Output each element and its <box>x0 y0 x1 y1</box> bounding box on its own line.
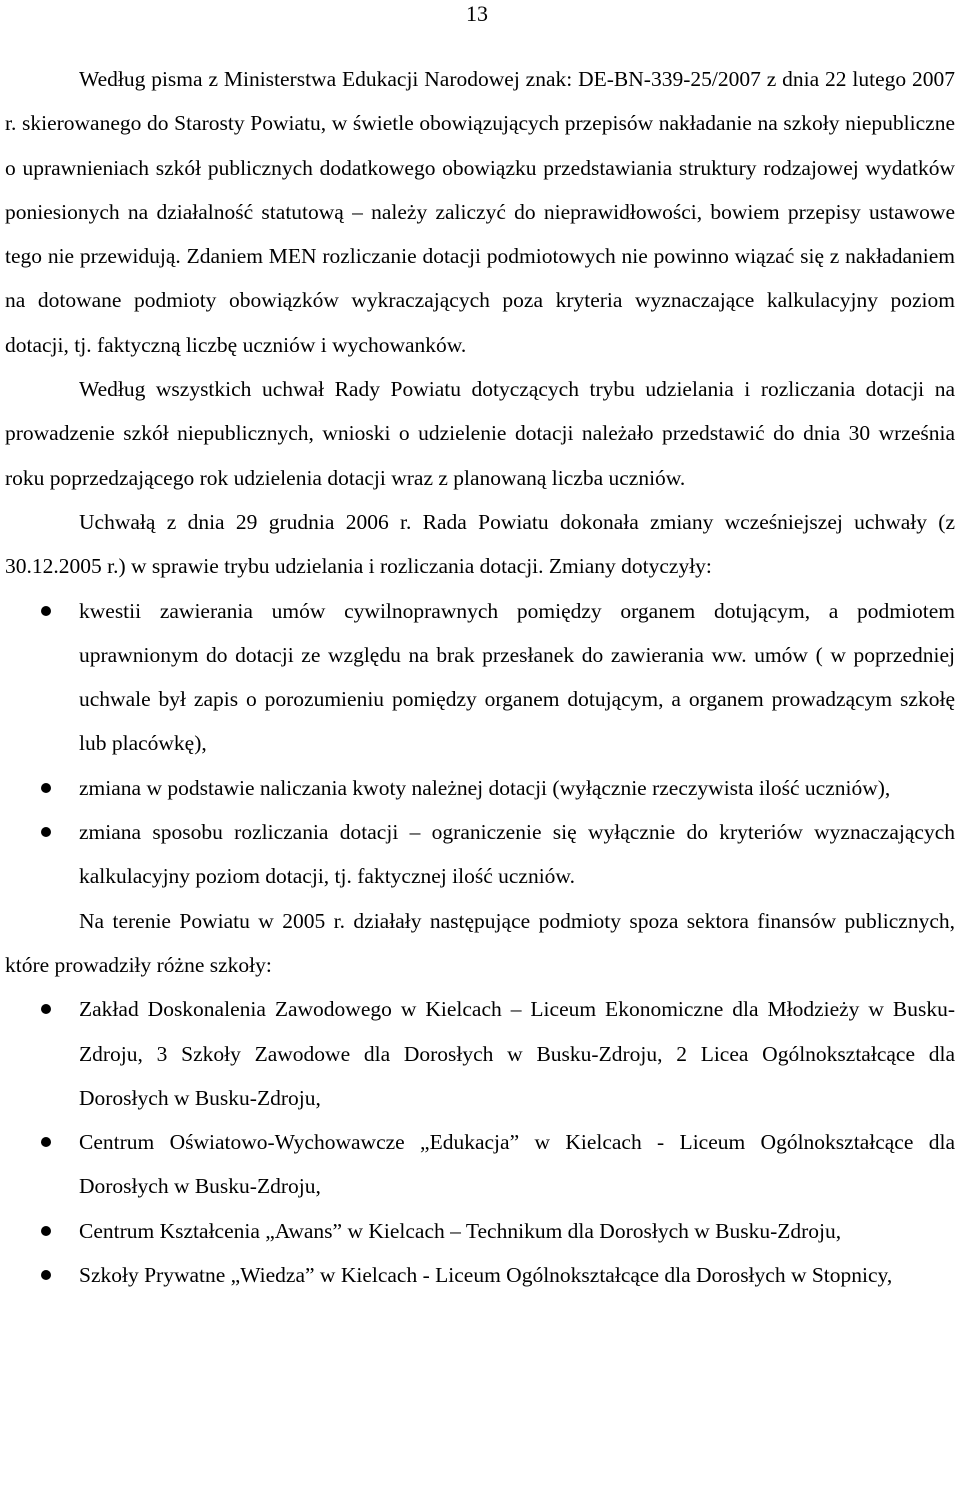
list-item <box>5 987 955 1120</box>
paragraph-entities-intro: Na terenie Powiatu w 2005 r. działały następujące podmioty spoza sektora finansów publicznych, które prowadziły różne szkoły: <box>5 908 955 977</box>
list-item <box>5 1120 955 1209</box>
list-item <box>5 766 955 810</box>
paragraph-men-letter: Według pisma z Ministerstwa Edukacji Narodowej znak: DE-BN-339-25/2007 z dnia 22 lutego 2007 r. skierowanego do Starosty Powiatu, w świetle obowiązujących przepisów nakładanie na szkoły niepubliczne o uprawnieniach szkół publicznych dodatkowego obowiązku przedstawiania struktury rodzajowej wydatków poniesionych na działalność statutową – należy zaliczyć do nieprawidłowości, bowiem przepisy ustawowe tego nie przewidują. Zdaniem MEN rozliczanie dotacji podmiotowych nie powinno wiązać się z nakładaniem na dotowane podmioty obowiązków wykraczających poza kryteria wyznaczające kalkulacyjny poziom dotacji, tj. faktyczną liczbę uczniów i wychowanków. <box>5 67 955 357</box>
bullet-icon <box>41 827 51 837</box>
list-item <box>5 810 955 899</box>
document-body <box>5 57 955 1297</box>
bullet-icon <box>41 783 51 793</box>
list-item-text: Centrum Oświatowo-Wychowawcze „Edukacja” w Kielcach - Liceum Ogólnokształcące dla Dorosłych w Busku-Zdroju, <box>79 1130 955 1199</box>
entities-list <box>5 987 955 1297</box>
paragraph-amendment: Uchwałą z dnia 29 grudnia 2006 r. Rada Powiatu dokonała zmiany wcześniejszej uchwały (z 30.12.2005 r.) w sprawie trybu udzielania i rozliczania dotacji. Zmiany dotyczyły: <box>5 509 955 579</box>
list-item <box>5 589 955 766</box>
list-item <box>5 1253 955 1297</box>
list-item-text: Szkoły Prywatne „Wiedza” w Kielcach - Liceum Ogólnokształcące dla Dorosłych w Stopnicy, <box>79 1263 893 1288</box>
list-item-text: Zakład Doskonalenia Zawodowego w Kielcach – Liceum Ekonomiczne dla Młodzieży w Busku-Zdroju, 3 Szkoły Zawodowe dla Dorosłych w Busku-Zdroju, 2 Licea Ogólnokształcące dla Dorosłych w Busku-Zdroju, <box>79 997 955 1110</box>
bullet-icon <box>41 1226 51 1236</box>
list-item-text: zmiana sposobu rozliczania dotacji – ograniczenie się wyłącznie do kryteriów wyznaczających kalkulacyjny poziom dotacji, tj. faktycznej ilość uczniów. <box>79 820 955 889</box>
list-item-text: zmiana w podstawie naliczania kwoty należnej dotacji (wyłącznie rzeczywista ilość uczniów), <box>79 775 891 800</box>
paragraph-resolutions: Według wszystkich uchwał Rady Powiatu dotyczących trybu udzielania i rozliczania dotacji na prowadzenie szkół niepublicznych, wnioski o udzielenie dotacji należało przedstawić do dnia 30 września roku poprzedzającego rok udzielenia dotacji wraz z planowaną liczba uczniów. <box>5 377 955 490</box>
changes-list <box>5 589 955 899</box>
page-number: 13 <box>466 1 488 26</box>
list-item <box>5 1209 955 1253</box>
bullet-icon <box>41 1137 51 1147</box>
bullet-icon <box>41 606 51 616</box>
bullet-icon <box>41 1270 51 1280</box>
bullet-icon <box>41 1004 51 1014</box>
list-item-text: Centrum Kształcenia „Awans” w Kielcach – Technikum dla Dorosłych w Busku-Zdroju, <box>79 1218 842 1243</box>
list-item-text: kwestii zawierania umów cywilnoprawnych pomiędzy organem dotującym, a podmiotem uprawnionym do dotacji ze względu na brak przesłanek do zawierania ww. umów ( w poprzedniej uchwale był zapis o porozumieniu pomiędzy organem dotującym, a organem prowadzącym szkołę lub placówkę), <box>79 598 955 756</box>
